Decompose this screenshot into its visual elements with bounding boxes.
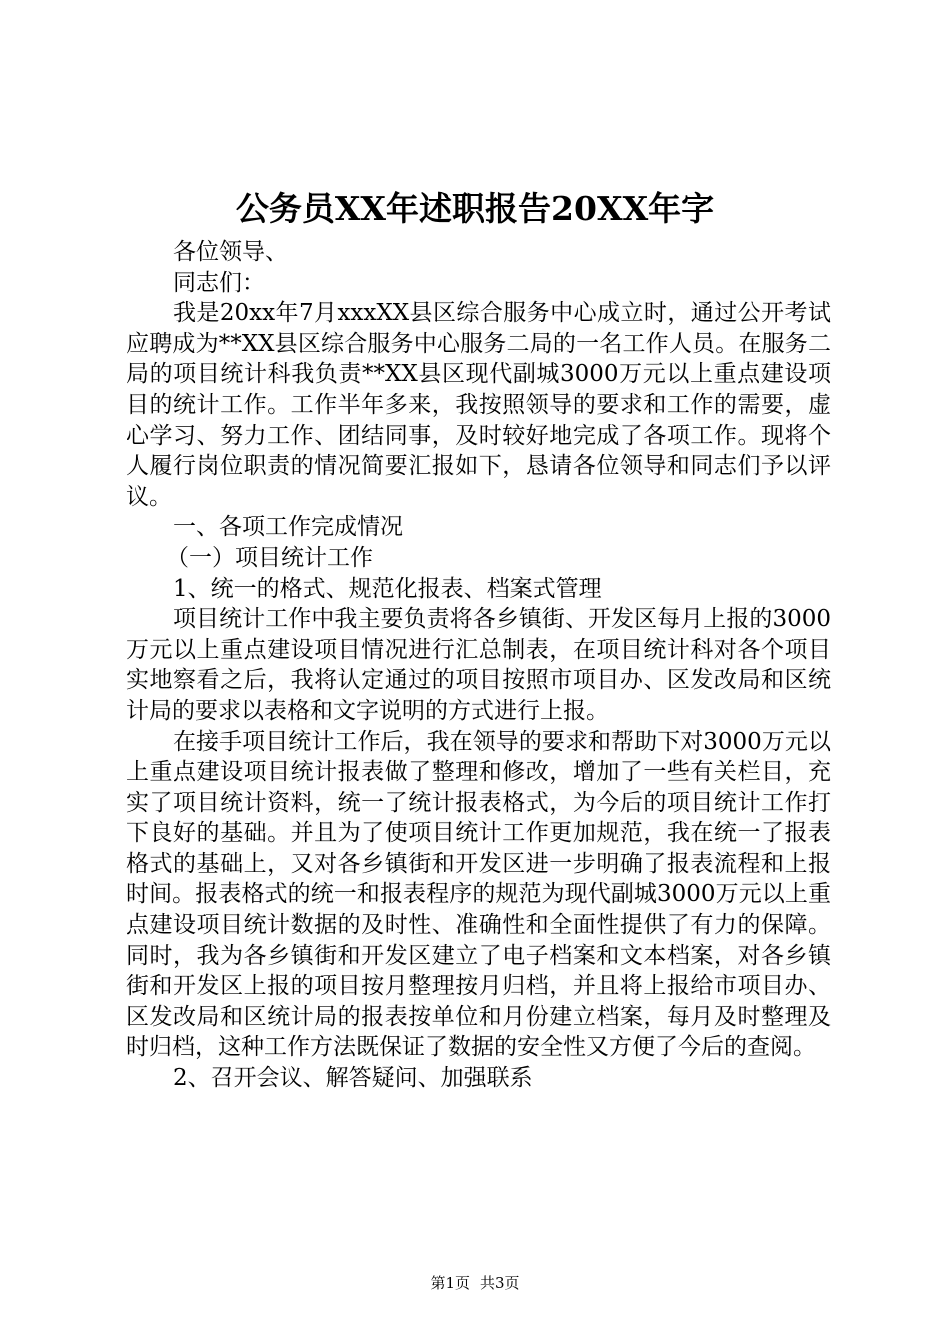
intro-paragraph: 我是20xx年7月xxxXX县区综合服务中心成立时，通过公开考试应聘成为**XX县区综合服务中心服务二局的一名工作人员。在服务二局的项目统计科我负责**XX县区现代副城3000万元以上重点建设项目的统计工作。工作半年多来，我按照领导的要求和工作的需要，虚心学习、努力工作、团结同事，及时较好地完成了各项工作。现将个人履行岗位职责的情况简要汇报如下，恳请各位领导和同志们予以评议。: [126, 300, 831, 510]
item-heading-2: 2、召开会议、解答疑问、加强联系: [173, 1065, 533, 1092]
page-number: 第1页: [430, 1274, 470, 1292]
body-paragraph-1: 项目统计工作中我主要负责将各乡镇街、开发区每月上报的3000万元以上重点建设项目情况进行汇总制表，在项目统计科对各个项目实地察看之后，我将认定通过的项目按照市项目办、区发改局和区统计局的要求以表格和文字说明的方式进行上报。: [126, 606, 831, 724]
item-heading-1: 1、统一的格式、规范化报表、档案式管理: [173, 575, 602, 602]
salutation-line-2: 同志们：: [173, 269, 265, 296]
body-paragraph-2: 在接手项目统计工作后，我在领导的要求和帮助下对3000万元以上重点建设项目统计报表做了整理和修改，增加了一些有关栏目，充实了项目统计资料，统一了统计报表格式，为今后的项目统计工作打下良好的基础。并且为了使项目统计工作更加规范，我在统一了报表格式的基础上，又对各乡镇街和开发区进一步明确了报表流程和上报时间。报表格式的统一和报表程序的规范为现代副城3000万元以上重点建设项目统计数据的及时性、准确性和全面性提供了有力的保障。同时，我为各乡镇街和开发区建立了电子档案和文本档案，对各乡镇街和开发区上报的项目按月整理按月归档，并且将上报给市项目办、区发改局和区统计局的报表按单位和月份建立档案，每月及时整理及时归档，这种工作方法既保证了数据的安全性又方便了今后的查阅。: [126, 728, 831, 1061]
page-footer: [0, 1273, 950, 1293]
subsection-heading-1: （一）项目统计工作: [166, 544, 373, 571]
document-body: [126, 237, 831, 1094]
salutation-line-1: 各位领导、: [173, 239, 288, 265]
section-heading-1: 一、各项工作完成情况: [173, 514, 403, 541]
page-total: 共3页: [480, 1274, 520, 1292]
document-title: 公务员XX年述职报告20XX年字: [235, 189, 715, 228]
